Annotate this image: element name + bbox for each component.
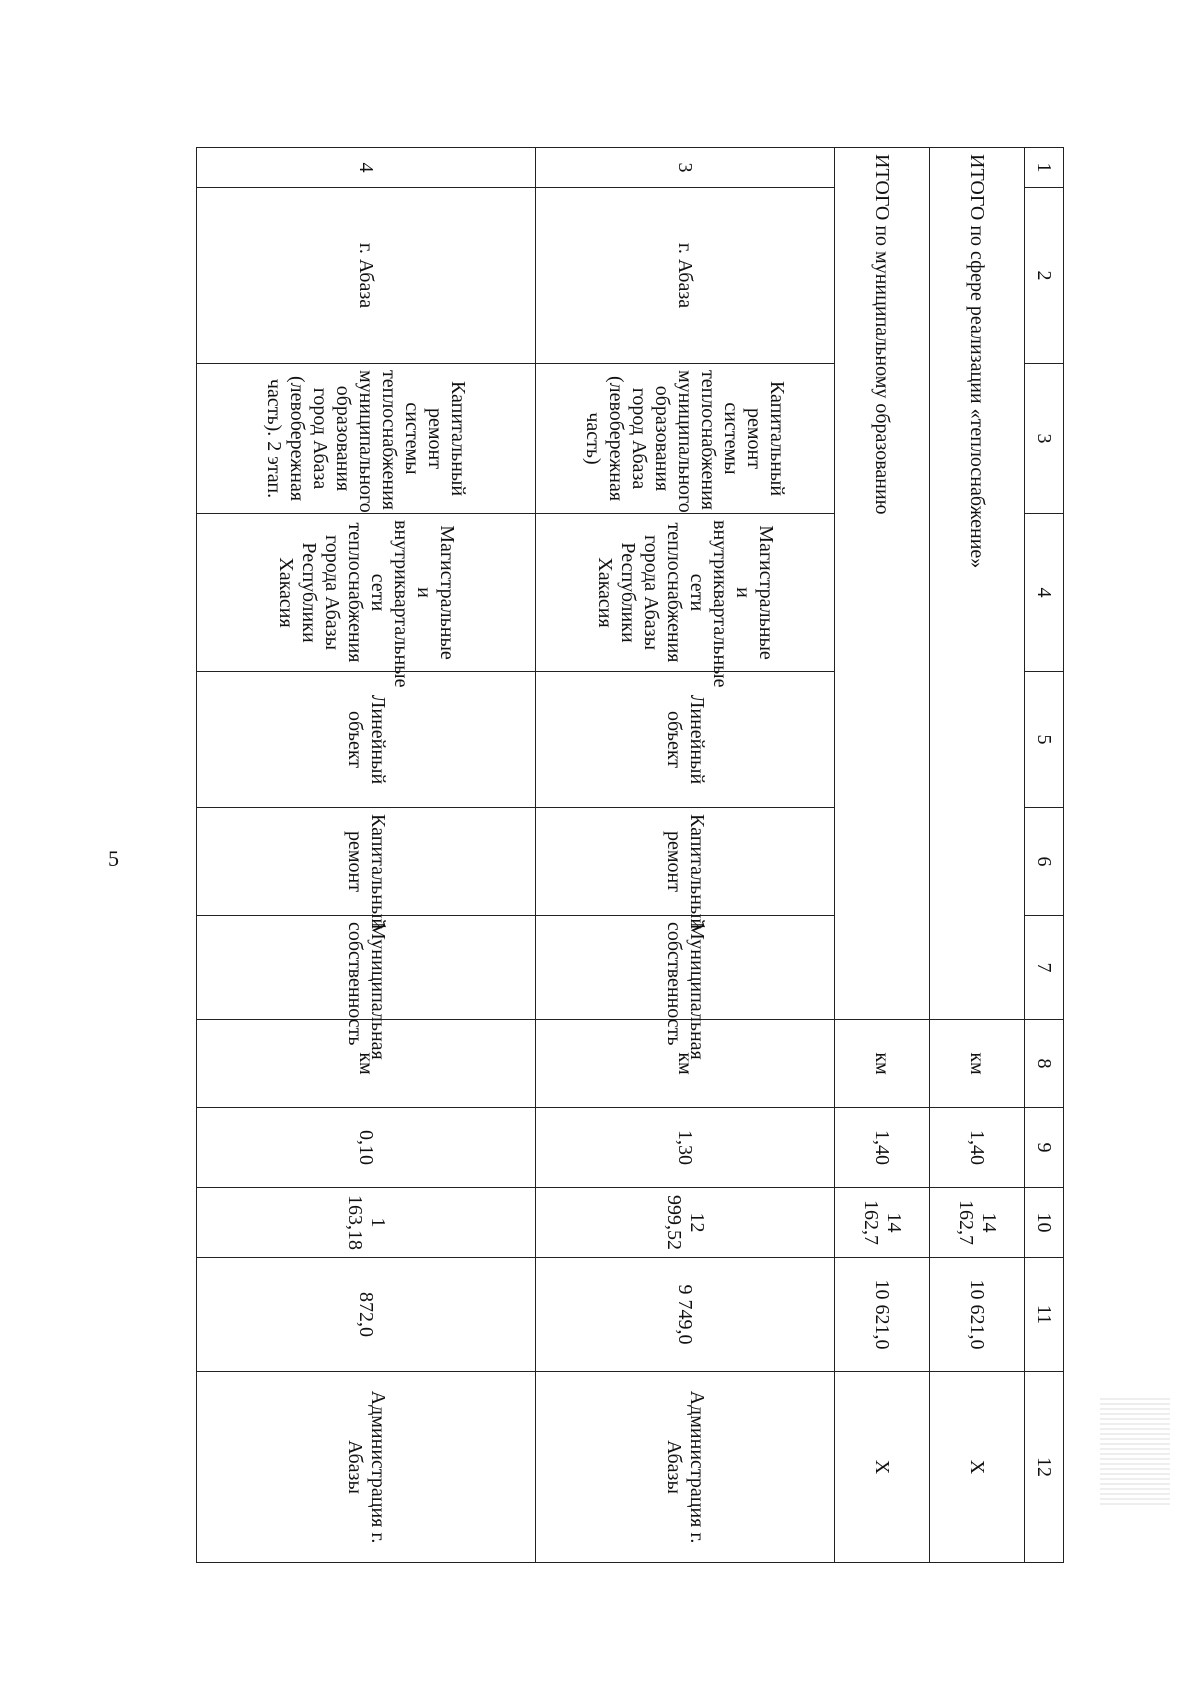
- row-cost-part: 872,0: [197, 1258, 536, 1372]
- col-num-8: 8: [1025, 1020, 1064, 1108]
- col-num-3: 3: [1025, 364, 1064, 514]
- page-number: 5: [108, 846, 119, 871]
- row-locality: г. Абаза: [536, 188, 835, 364]
- summary-row-municipality: [835, 148, 930, 1563]
- summary-label: ИТОГО по сфере реализации «теплоснабжение»: [930, 148, 1025, 1020]
- col-num-10: 10: [1025, 1188, 1064, 1258]
- summary-row-sphere: [930, 148, 1025, 1563]
- col-num-4: 4: [1025, 514, 1064, 672]
- summary-cost-part: 10 621,0: [835, 1258, 930, 1372]
- col-num-5: 5: [1025, 672, 1064, 808]
- row-executor: Администрация г. Абазы: [536, 1372, 835, 1563]
- row-number: 3: [536, 148, 835, 188]
- col-num-12: 12: [1025, 1372, 1064, 1563]
- row-object-desc: Магистральные и внутриквартальные сети теплоснабжения города Абазы Республики Хакасия: [197, 514, 536, 672]
- row-object-desc: Магистральные и внутриквартальные сети теплоснабжения города Абазы Республики Хакасия: [536, 514, 835, 672]
- row-cost-total: 12 999,52: [536, 1188, 835, 1258]
- rotated-table-frame: [196, 147, 1064, 1562]
- row-locality: г. Абаза: [197, 188, 536, 364]
- col-num-6: 6: [1025, 808, 1064, 916]
- summary-length: 1,40: [930, 1108, 1025, 1188]
- row-executor: Администрация г. Абазы: [197, 1372, 536, 1563]
- row-unit: км: [536, 1020, 835, 1108]
- table-container: [196, 147, 1064, 1562]
- summary-unit: км: [930, 1020, 1025, 1108]
- row-ownership: Муниципальная собственность: [536, 916, 835, 1020]
- summary-executor: Х: [835, 1372, 930, 1563]
- scan-stamp-mark: [1100, 1395, 1170, 1505]
- table-row: [536, 148, 835, 1563]
- col-num-9: 9: [1025, 1108, 1064, 1188]
- row-number: 4: [197, 148, 536, 188]
- row-work-type: Капитальный ремонт: [197, 808, 536, 916]
- column-number-row: [1025, 148, 1064, 1563]
- row-object-type: Линейный объект: [197, 672, 536, 808]
- row-work-type: Капитальный ремонт: [536, 808, 835, 916]
- col-num-7: 7: [1025, 916, 1064, 1020]
- summary-length: 1,40: [835, 1108, 930, 1188]
- row-length: 1,30: [536, 1108, 835, 1188]
- row-unit: км: [197, 1020, 536, 1108]
- summary-cost-total: 14 162,7: [930, 1188, 1025, 1258]
- summary-unit: км: [835, 1020, 930, 1108]
- row-cost-total: 1 163,18: [197, 1188, 536, 1258]
- program-table: [196, 147, 1064, 1563]
- col-num-2: 2: [1025, 188, 1064, 364]
- summary-label: ИТОГО по муниципальному образованию: [835, 148, 930, 1020]
- row-cost-part: 9 749,0: [536, 1258, 835, 1372]
- summary-cost-part: 10 621,0: [930, 1258, 1025, 1372]
- row-length: 0,10: [197, 1108, 536, 1188]
- summary-executor: Х: [930, 1372, 1025, 1563]
- row-name: Капитальный ремонт системы теплоснабжения муниципального образования город Абаза (левобережная часть). 2 этап.: [197, 364, 536, 514]
- col-num-11: 11: [1025, 1258, 1064, 1372]
- row-ownership: Муниципальная собственность: [197, 916, 536, 1020]
- col-num-1: 1: [1025, 148, 1064, 188]
- summary-cost-total: 14 162,7: [835, 1188, 930, 1258]
- table-row: [197, 148, 536, 1563]
- row-name: Капитальный ремонт системы теплоснабжения муниципального образования город Абаза (левобережная часть): [536, 364, 835, 514]
- row-object-type: Линейный объект: [536, 672, 835, 808]
